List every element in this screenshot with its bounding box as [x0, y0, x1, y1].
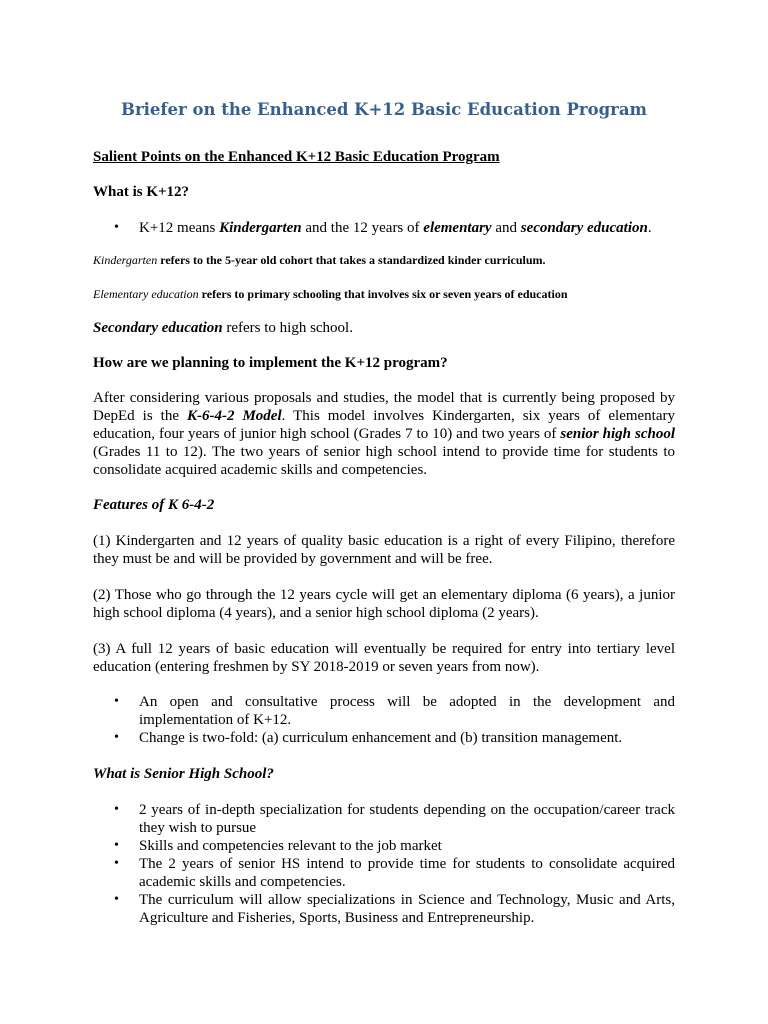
definition-term: Secondary education [93, 320, 223, 336]
definition-term: Kindergarten [93, 253, 158, 267]
list-item: • The curriculum will allow specializations in Science and Technology, Music and Arts, Agriculture and Fisheries, Sports, Business and Entrepreneurship. [93, 891, 675, 927]
definition-text: refers to high school. [222, 320, 353, 336]
definition-text: refers to primary schooling that involves six or seven years of education [198, 287, 568, 301]
list-item: • Change is two-fold: (a) curriculum enhancement and (b) transition management. [93, 729, 675, 747]
paragraph-text: (Grades 11 to 12). The two years of senior high school intend to provide time for students to consolidate acquired academic skills and competencies. [93, 444, 675, 478]
what-is-k12-heading: What is K+12? [93, 184, 190, 200]
planning-paragraph [93, 389, 675, 479]
list-item: • The 2 years of senior HS intend to provide time for students to consolidate acquired academic skills and competencies. [93, 855, 675, 891]
senior-high-heading: What is Senior High School? [93, 766, 274, 782]
model-term: K-6-4-2 Model [186, 408, 282, 424]
list-item: • An open and consultative process will be adopted in the development and implementation of K+12. [93, 693, 675, 729]
bullet-text: K+12 means [139, 220, 220, 236]
elementary-definition [93, 287, 675, 302]
document-title: Briefer on the Enhanced K+12 Basic Education Program [121, 100, 647, 119]
definition-text: refers to the 5-year old cohort that takes a standardized kinder curriculum. [157, 253, 546, 267]
salient-points-heading: Salient Points on the Enhanced K+12 Basic Education Program [93, 149, 500, 165]
planning-heading: How are we planning to implement the K+12 program? [93, 355, 448, 371]
feature-item: (2) Those who go through the 12 years cycle will get an elementary diploma (6 years), a junior high school diploma (4 years), and a senior high school diploma (2 years). [93, 587, 675, 621]
secondary-definition [93, 319, 675, 337]
bullet-text: and [491, 220, 521, 236]
paragraph-text: . This model involves Kindergarten, six years of elementary education, four years of junior high school (Grades 7 to 10) and two years of [93, 408, 675, 442]
bullet-text: and the 12 years of [301, 220, 424, 236]
feature-item: (3) A full 12 years of basic education will eventually be required for entry into tertiary level education (entering freshmen by SY 2018-2019 or seven years from now). [93, 641, 675, 675]
features-bullet-list [93, 693, 675, 747]
senior-high-term: senior high school [560, 426, 675, 442]
kindergarten-term: Kindergarten [219, 220, 302, 236]
features-heading: Features of K 6-4-2 [93, 497, 215, 513]
k12-definition-list [93, 219, 675, 237]
elementary-term: elementary [423, 220, 492, 236]
list-item [93, 219, 675, 237]
paragraph-text: After considering various proposals and studies, the model that is currently being proposed by DepEd is the [93, 390, 675, 424]
secondary-education-term: secondary education [520, 220, 648, 236]
kindergarten-definition [93, 253, 675, 268]
senior-high-list [93, 801, 675, 927]
definition-term: Elementary education [93, 287, 199, 301]
list-item: • Skills and competencies relevant to the job market [93, 837, 675, 855]
list-item: • 2 years of in-depth specialization for students depending on the occupation/career track they wish to pursue [93, 801, 675, 837]
feature-item: (1) Kindergarten and 12 years of quality basic education is a right of every Filipino, therefore they must be and will be provided by government and will be free. [93, 533, 675, 567]
bullet-text: . [647, 220, 652, 236]
